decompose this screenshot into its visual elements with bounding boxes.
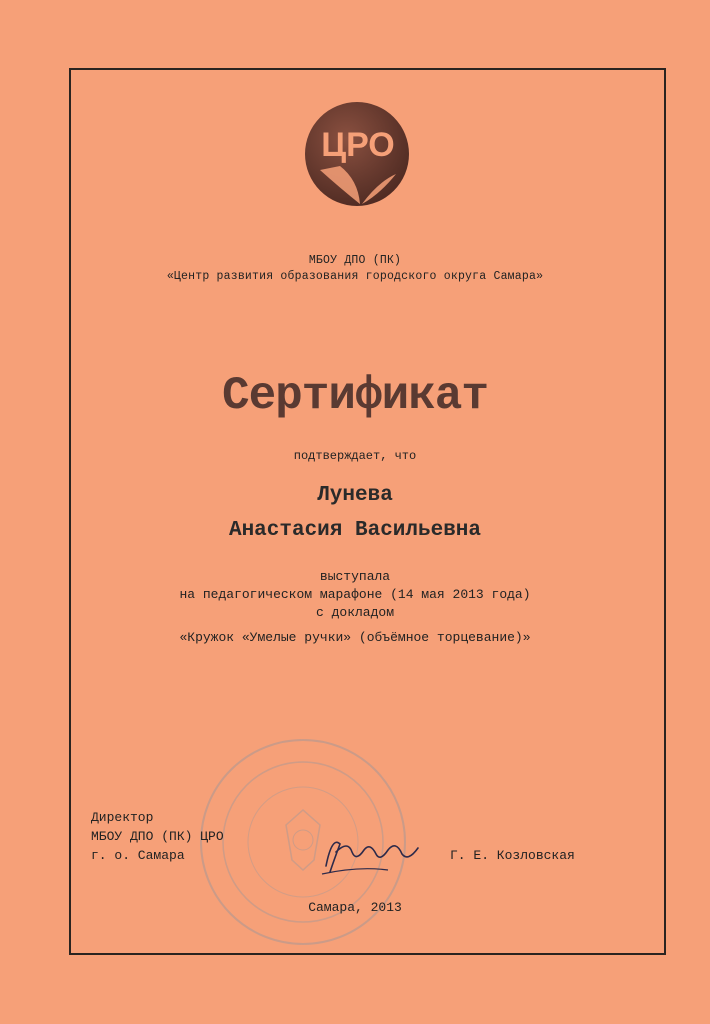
director-signature-icon [318,826,428,882]
signatory-title-line2: МБОУ ДПО (ПК) ЦРО [91,829,224,844]
recipient-surname: Лунева [317,484,393,507]
signatory-name: Г. Е. Козловская [450,848,575,863]
signatory-title-line3: г. о. Самара [91,848,185,863]
report-topic: «Кружок «Умелые ручки» (объёмное торцевание)» [179,630,531,645]
body-line2: на педагогическом марафоне (14 мая 2013 года) [179,587,531,602]
organization-line2: «Центр развития образования городского округа Самара» [166,270,544,283]
body-line1: выступала [319,569,391,584]
signatory-title-line1: Директор [91,810,154,825]
confirms-text: подтверждает, что [293,449,417,463]
body-line3: с докладом [315,605,394,620]
certificate-title: Сертификат [221,370,489,422]
recipient-name: Анастасия Васильевна [228,519,482,542]
organization-line1: МБОУ ДПО (ПК) [308,254,402,267]
place-and-date: Самара, 2013 [308,900,402,915]
logo-text: ЦРО [321,126,395,164]
cro-logo-icon [300,100,414,212]
